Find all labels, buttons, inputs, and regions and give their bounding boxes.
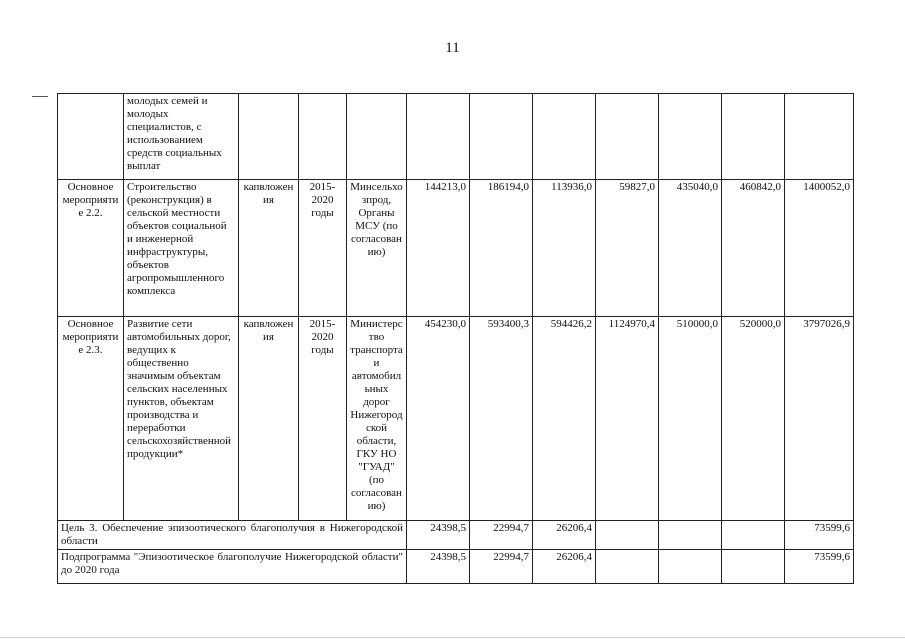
table-row-subprogram — [58, 550, 854, 584]
cell-activity-name: Развитие сети автомобильных дорог, ведущих к общественно значимым объектам сельских населенных пунктов, объектам производства и переработки сельскохозяйственной продукции* — [124, 317, 239, 521]
cell-value: 186194,0 — [470, 180, 533, 317]
cell-period — [299, 94, 347, 180]
budget-table — [57, 93, 854, 584]
cell-value — [533, 94, 596, 180]
cell-value: 460842,0 — [722, 180, 785, 317]
cell-value: 73599,6 — [785, 521, 854, 550]
cell-value: 24398,5 — [407, 521, 470, 550]
table-row-goal-3 — [58, 521, 854, 550]
cell-value: 1400052,0 — [785, 180, 854, 317]
cell-code — [58, 94, 124, 180]
cell-value: 73599,6 — [785, 550, 854, 584]
cell-value: 435040,0 — [659, 180, 722, 317]
table-row-activity-2-2 — [58, 180, 854, 317]
cell-value — [785, 94, 854, 180]
cell-value: 59827,0 — [596, 180, 659, 317]
cell-value — [659, 94, 722, 180]
cell-executor: Минсельхозпрод, Органы МСУ (по согласованию) — [347, 180, 407, 317]
cell-executor — [347, 94, 407, 180]
cell-funding: капвложения — [239, 180, 299, 317]
page-number: 11 — [445, 40, 460, 56]
cell-value — [722, 550, 785, 584]
cell-activity-name: молодых семей и молодых специалистов, с использованием средств социальных выплат — [124, 94, 239, 180]
cell-value — [722, 521, 785, 550]
cell-value: 22994,7 — [470, 521, 533, 550]
cell-value: 593400,3 — [470, 317, 533, 521]
cell-value: 3797026,9 — [785, 317, 854, 521]
cell-period: 2015-2020 годы — [299, 180, 347, 317]
cell-value — [659, 550, 722, 584]
cell-value: 22994,7 — [470, 550, 533, 584]
cell-value: 454230,0 — [407, 317, 470, 521]
cell-activity-name: Строительство (реконструкция) в сельской местности объектов социальной и инженерной инфраструктуры, объектов агропромышленного комплекса — [124, 180, 239, 317]
cell-executor: Министерство транспорта и автомобильных дорог Нижегородской области, ГКУ НО "ГУАД" (по согласованию) — [347, 317, 407, 521]
cell-funding — [239, 94, 299, 180]
cell-value: 520000,0 — [722, 317, 785, 521]
cell-value — [596, 550, 659, 584]
cell-summary-label: Цель 3. Обеспечение эпизоотического благополучия в Нижегородской области — [58, 521, 407, 550]
table-row-continuation — [58, 94, 854, 180]
cell-summary-label: Подпрограмма "Эпизоотическое благополучие Нижегородской области" до 2020 года — [58, 550, 407, 584]
cell-value: 1124970,4 — [596, 317, 659, 521]
cell-value: 26206,4 — [533, 550, 596, 584]
cell-code: Основное мероприятие 2.3. — [58, 317, 124, 521]
cell-value — [596, 94, 659, 180]
scan-edge-line — [0, 637, 905, 638]
cell-value: 510000,0 — [659, 317, 722, 521]
cell-value: 26206,4 — [533, 521, 596, 550]
cell-value — [470, 94, 533, 180]
cell-value: 113936,0 — [533, 180, 596, 317]
cell-funding: капвложения — [239, 317, 299, 521]
cell-code: Основное мероприятие 2.2. — [58, 180, 124, 317]
cell-value: 594426,2 — [533, 317, 596, 521]
cell-value — [722, 94, 785, 180]
cell-value — [407, 94, 470, 180]
cell-value: 144213,0 — [407, 180, 470, 317]
margin-mark — [32, 96, 48, 97]
table-row-activity-2-3 — [58, 317, 854, 521]
cell-value — [659, 521, 722, 550]
cell-value: 24398,5 — [407, 550, 470, 584]
cell-value — [596, 521, 659, 550]
cell-period: 2015-2020 годы — [299, 317, 347, 521]
